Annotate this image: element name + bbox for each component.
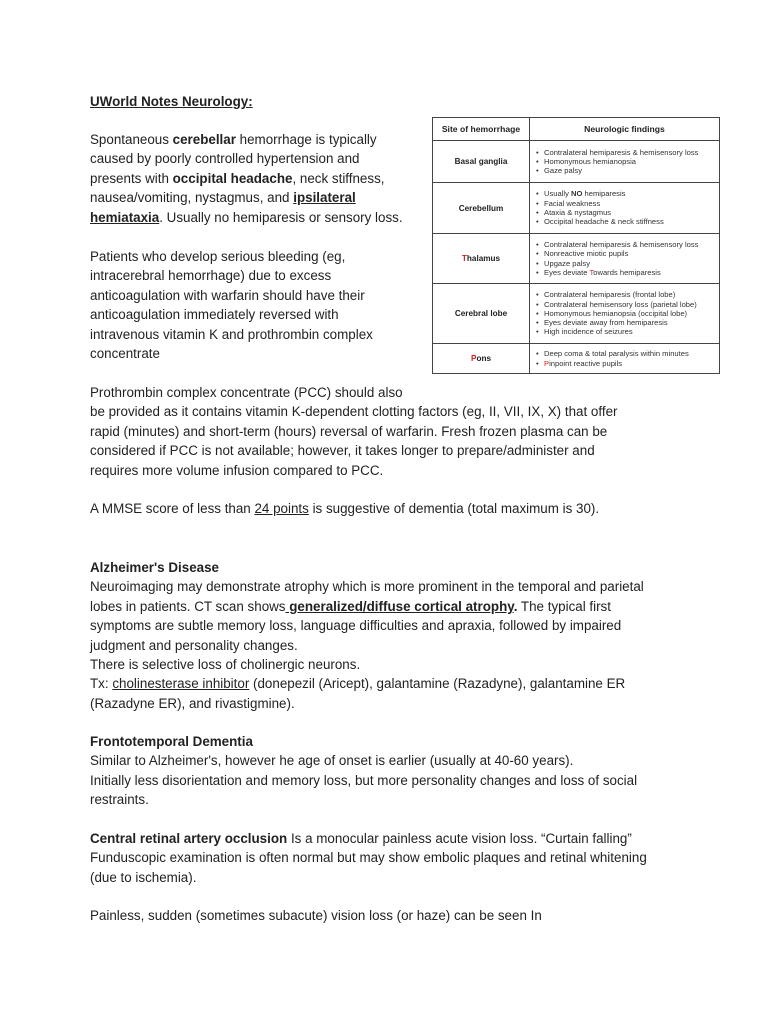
finding-item: • Nonreactive miotic pupils	[544, 249, 715, 258]
finding-item: • Occipital headache & neck stiffness	[544, 217, 715, 226]
vision-loss-paragraph: Painless, sudden (sometimes subacute) vision loss (or haze) can be seen In	[90, 908, 542, 923]
frontotemporal-heading: Frontotemporal Dementia	[90, 734, 253, 749]
findings-cell	[530, 344, 720, 374]
alzheimers-heading: Alzheimer's Disease	[90, 560, 219, 575]
crao-heading: Central retinal artery occlusion	[90, 831, 288, 846]
findings-cell	[530, 234, 720, 284]
hemorrhage-site-table	[432, 117, 720, 374]
anticoagulation-paragraph: Patients who develop serious bleeding (eg, intracerebral hemorrhage) due to excess anticoagulation with warfarin should have their anticoagulation immediately reversed with intravenous vitamin K and prothrombin complex concentrate	[90, 249, 373, 362]
findings-cell	[530, 284, 720, 344]
cerebellar-hemorrhage-paragraph: Spontaneous cerebellar hemorrhage is typically caused by poorly controlled hypertension and presents with occipital headache, neck stiffness, nausea/vomiting, nystagmus, and ipsilateral hemiataxia. Usually no hemiparesis or sensory loss.	[90, 132, 403, 225]
frontotemporal-section: Frontotemporal Dementia Similar to Alzheimer's, however he age of onset is earlier (usually at 40-60 years). Initially less disorientation and memory loss, but more personality changes and loss of social restraints.	[90, 734, 638, 808]
finding-item: • Homonymous hemianopsia (occipital lobe)	[544, 309, 715, 318]
alzheimers-section: Alzheimer's Disease Neuroimaging may demonstrate atrophy which is more prominent in the temporal and parietal lobes in patients. CT scan shows generalized/diffuse cortical atrophy. The typical first symptoms are subtle memory loss, language difficulties and apraxia, followed by impaired judgment and personality changes. There is selective loss of cholinergic neurons. Tx: cholinesterase inhibitor (donepezil (Aricept), galantamine (Razadyne), galantamine ER (Razadyne ER), and rivastigmine).	[90, 560, 644, 711]
column-header-findings: Neurologic findings	[530, 118, 720, 141]
findings-cell	[530, 183, 720, 234]
pcc-paragraph: Prothrombin complex concentrate (PCC) should also be provided as it contains vitamin K-dependent clotting factors (eg, II, VII, IX, X) that offer rapid (minutes) and short-term (hours) reversal of warfarin. Fresh frozen plasma can be considered if PCC is not available; however, it takes longer to prepare/administer and requires more volume infusion compared to PCC.	[90, 385, 618, 478]
table-row	[433, 183, 720, 234]
finding-item: • Homonymous hemianopsia	[544, 157, 715, 166]
finding-item: • Contralateral hemiparesis & hemisensory loss	[544, 240, 715, 249]
table-row	[433, 141, 720, 183]
page-title: UWorld Notes Neurology:	[90, 94, 253, 109]
mmse-paragraph: A MMSE score of less than 24 points is suggestive of dementia (total maximum is 30).	[90, 501, 600, 516]
finding-item: • Facial weakness	[544, 199, 715, 208]
site-cell: Cerebral lobe	[433, 284, 530, 344]
finding-item: • Eyes deviate away from hemiparesis	[544, 318, 715, 327]
finding-item: • Contralateral hemiparesis & hemisensory loss	[544, 148, 715, 157]
site-cell: Cerebellum	[433, 183, 530, 234]
site-cell: Pons	[433, 344, 530, 374]
finding-item: • Gaze palsy	[544, 166, 715, 175]
finding-item: • High incidence of seizures	[544, 327, 715, 336]
finding-item: • Ataxia & nystagmus	[544, 208, 715, 217]
finding-item: • Pinpoint reactive pupils	[544, 359, 715, 368]
findings-cell	[530, 141, 720, 183]
finding-item: • Deep coma & total paralysis within minutes	[544, 349, 715, 358]
table-row	[433, 344, 720, 374]
finding-item: • Contralateral hemiparesis (frontal lobe)	[544, 290, 715, 299]
finding-item: • Eyes deviate Towards hemiparesis	[544, 268, 715, 277]
table-row	[433, 234, 720, 284]
site-cell: Thalamus	[433, 234, 530, 284]
column-header-site: Site of hemorrhage	[433, 118, 530, 141]
crao-section: Central retinal artery occlusion Is a monocular painless acute vision loss. “Curtain falling” Funduscopic examination is often normal but may show embolic plaques and retinal whitening (due to ischemia).	[90, 831, 647, 885]
site-cell: Basal ganglia	[433, 141, 530, 183]
table-header-row	[433, 118, 720, 141]
finding-item: • Contralateral hemisensory loss (parietal lobe)	[544, 300, 715, 309]
table-row	[433, 284, 720, 344]
finding-item: • Usually NO hemiparesis	[544, 189, 715, 198]
finding-item: • Upgaze palsy	[544, 259, 715, 268]
